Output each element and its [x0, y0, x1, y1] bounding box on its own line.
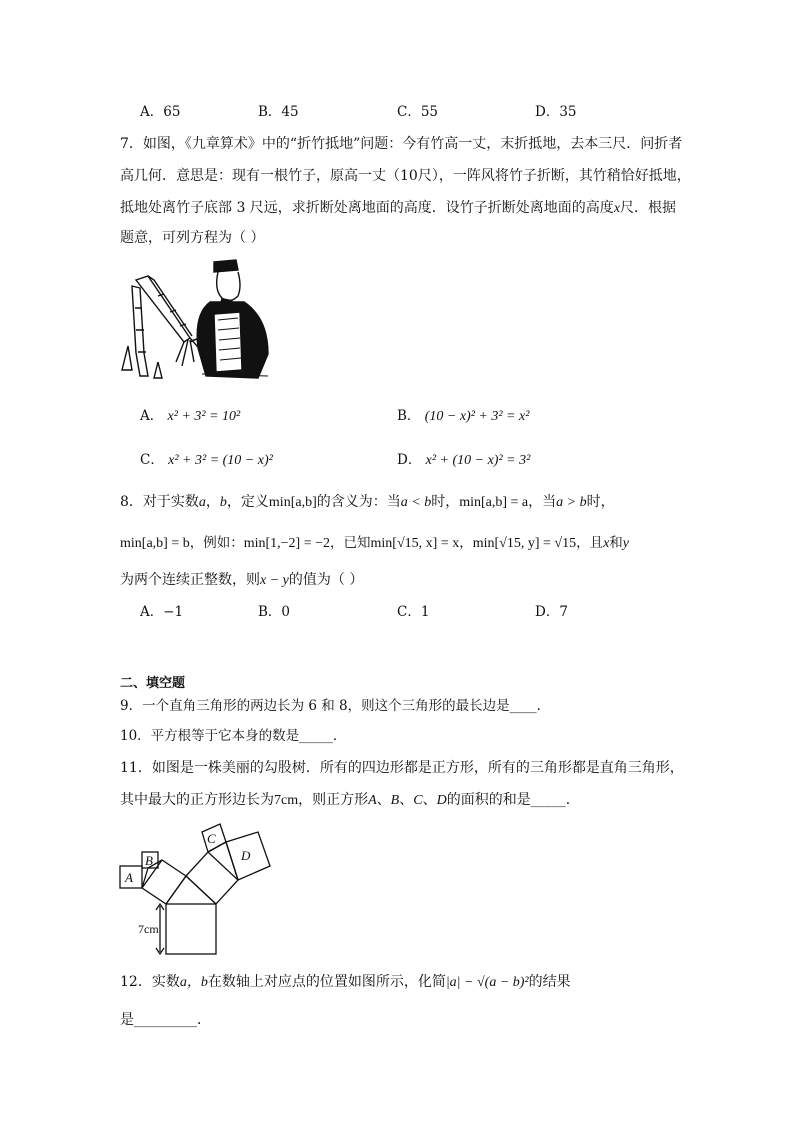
q10-text: 10．平方根等于它本身的数是_____．	[120, 728, 347, 744]
q12-line-1: 12．实数a，b在数轴上对应点的位置如图所示，化简|a| − √(a − b)²的结果	[120, 974, 571, 990]
fig-label-c: C	[207, 831, 216, 846]
q11-line-1: 11．如图是一株美丽的勾股树．所有的四边形都是正方形，所有的三角形都是直角三角形，	[120, 760, 684, 776]
pythagoras-tree-figure	[108, 820, 288, 955]
q7-line-3-end: 尺．根据	[620, 200, 677, 216]
q6-option-b: B．45	[258, 104, 299, 120]
q7-option-d: D． x² + (10 − x)² = 3²	[397, 452, 531, 468]
q11-line-2: 其中最大的正方形边长为7cm，则正方形A、B、C、D的面积的和是_____．	[120, 792, 580, 808]
q7-var-x: x	[613, 201, 621, 216]
q7-option-a: A． x² + 3² = 10²	[140, 408, 241, 424]
q9-text: 9．一个直角三角形的两边长为 6 和 8，则这个三角形的最长边是____．	[120, 698, 551, 714]
q6-option-c: C．55	[397, 104, 439, 120]
q6-option-d: D．35	[535, 104, 577, 120]
section-title: 二、填空题	[120, 676, 186, 691]
q7-line-1: 7．如图，《九章算术》中的“折竹抵地”问题：今有竹高一丈，末折抵地，去本三尺．问折者	[120, 136, 683, 152]
q8-option-b: B．0	[258, 604, 291, 620]
q7-line-4: 题意，可列方程为（ ）	[120, 230, 265, 246]
bamboo-scholar-illustration	[118, 258, 278, 383]
q7-line-3-text: 抵地处离竹子底部 3 尺远，求折断处离地面的高度．设竹子折断处离地面的高度	[120, 200, 614, 216]
q8-option-c: C．1	[397, 604, 430, 620]
q7-option-c: C． x² + 3² = (10 − x)²	[140, 452, 273, 468]
fig-label-a: A	[125, 870, 133, 885]
q8-line-3: 为两个连续正整数，则x − y的值为（ ）	[120, 572, 364, 588]
q8-line-1: 8．对于实数a，b，定义min[a,b]的含义为：当a < b时，min[a,b] = a，当a > b时，	[120, 494, 615, 510]
fig-label-b: B	[145, 853, 153, 868]
fig-label-d: D	[241, 848, 251, 863]
fig-side-length: 7cm	[138, 922, 159, 936]
q8-option-d: D．7	[535, 604, 568, 620]
q12-line-2: 是_________．	[120, 1012, 211, 1028]
q6-option-a: A．65	[140, 104, 181, 120]
q8-line-2: min[a,b] = b，例如：min[1,−2] = −2，已知min[√15, x] = x，min[√15, y] = √15，且x和y	[120, 535, 630, 551]
q7-line-3	[120, 198, 676, 219]
q7-option-b: B． (10 − x)² + 3² = x²	[397, 408, 530, 424]
q7-line-2: 高几何．意思是：现有一根竹子，原高一丈（10尺），一阵风将竹子折断，其竹稍恰好抵地，	[120, 168, 691, 184]
q8-option-a: A．−1	[140, 604, 184, 620]
